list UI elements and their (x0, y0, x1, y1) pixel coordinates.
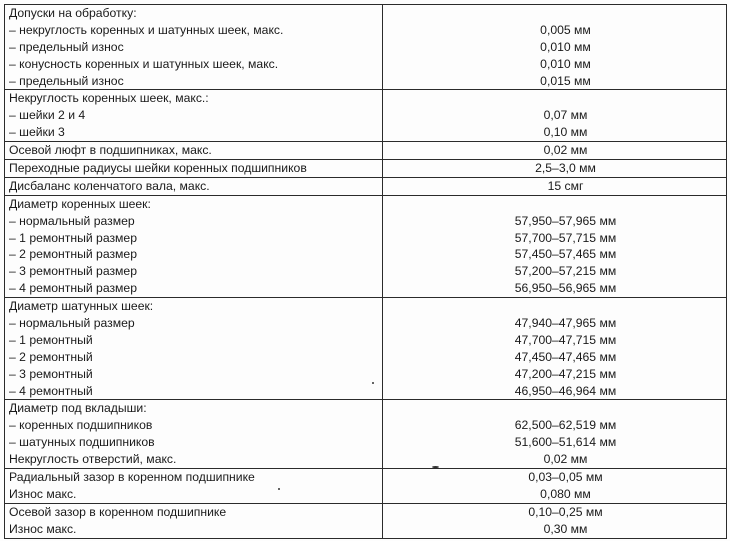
parameter-label: Диаметр под вкладыши: (9, 401, 147, 416)
parameter-label: Переходные радиусы шейки коренных подшипников (9, 161, 307, 176)
parameter-value (383, 5, 726, 22)
parameter-label: – 1 ремонтный размер (9, 230, 137, 245)
parameter-value: 0,015 мм (540, 73, 591, 88)
parameter-cell (5, 195, 383, 297)
parameter-label: – 2 ремонтный размер (9, 247, 137, 262)
table-row (5, 469, 727, 504)
value-cell (383, 400, 727, 469)
parameter-value: 0,02 мм (543, 452, 588, 467)
parameter-value: 0,010 мм (540, 39, 591, 54)
parameter-value (383, 90, 726, 107)
value-cell (383, 177, 727, 195)
parameter-label: – коренных подшипников (9, 418, 153, 433)
table-row (5, 5, 727, 90)
scan-speck (372, 382, 374, 384)
parameter-label: – шейки 3 (9, 125, 65, 140)
parameter-label: Износ макс. (9, 521, 77, 536)
table-body (5, 5, 727, 539)
value-cell (383, 195, 727, 297)
parameter-label: – предельный износ (9, 73, 124, 88)
parameter-value: 57,450–57,465 мм (514, 247, 617, 262)
scan-speck (278, 488, 280, 490)
parameter-label: Радиальный зазор в коренном подшипнике (9, 470, 255, 485)
parameter-label: – 1 ремонтный (9, 332, 93, 347)
parameter-label: – конусность коренных и шатунных шеек, макс. (9, 56, 279, 71)
parameter-label: – шейки 2 и 4 (9, 108, 86, 123)
parameter-label: Некруглость отверстий, макс. (9, 452, 177, 467)
parameter-cell (5, 160, 383, 178)
parameter-value: 0,10 мм (543, 125, 588, 140)
parameter-label: Диаметр коренных шеек: (9, 196, 151, 211)
parameter-label: – 4 ремонтный (9, 383, 93, 398)
parameter-value: 62,500–62,519 мм (514, 418, 617, 433)
parameter-value: 57,200–57,215 мм (514, 264, 617, 279)
parameter-value: 2,5–3,0 мм (535, 161, 596, 176)
table-row (5, 142, 727, 160)
parameter-cell (5, 90, 383, 142)
parameter-label: Дисбаланс коленчатого вала, макс. (9, 178, 210, 193)
parameter-value: 0,005 мм (540, 22, 591, 37)
value-cell (383, 298, 727, 400)
parameter-label: – шатунных подшипников (9, 435, 155, 450)
parameter-label: – 3 ремонтный (9, 366, 93, 381)
parameter-cell (5, 400, 383, 469)
value-cell (383, 160, 727, 178)
parameter-label: Осевой люфт в подшипниках, макс. (9, 143, 212, 158)
parameter-cell (5, 177, 383, 195)
parameter-label: Осевой зазор в коренном подшипнике (9, 504, 227, 519)
parameter-value: 0,080 мм (540, 486, 591, 501)
parameter-cell (5, 142, 383, 160)
parameter-value: 47,700–47,715 мм (514, 332, 617, 347)
parameter-value: 0,02 мм (543, 143, 588, 158)
parameter-label: Некруглость коренных шеек, макс.: (9, 91, 209, 106)
parameter-value: 0,10–0,25 мм (528, 504, 603, 519)
table-row (5, 160, 727, 178)
table-row (5, 90, 727, 142)
parameter-cell (5, 5, 383, 90)
parameter-label: – 4 ремонтный размер (9, 281, 137, 296)
parameter-label: – 3 ремонтный размер (9, 264, 137, 279)
parameter-value: 0,30 мм (543, 521, 588, 536)
parameter-value: 0,010 мм (540, 56, 591, 71)
parameter-value: 47,450–47,465 мм (514, 349, 617, 364)
table-row (5, 400, 727, 469)
parameter-value (383, 400, 726, 417)
parameter-value: 0,03–0,05 мм (528, 470, 603, 485)
parameter-value (383, 298, 726, 315)
table-row (5, 195, 727, 297)
parameter-label: – 2 ремонтный (9, 349, 93, 364)
parameter-value: 47,200–47,215 мм (514, 366, 617, 381)
parameter-value (383, 196, 726, 213)
value-cell (383, 142, 727, 160)
value-cell (383, 503, 727, 538)
parameter-label: – предельный износ (9, 39, 124, 54)
parameter-cell (5, 298, 383, 400)
parameter-value: 56,950–56,965 мм (514, 281, 617, 296)
parameter-label: Диаметр шатунных шеек: (9, 299, 154, 314)
value-cell (383, 5, 727, 90)
value-cell (383, 469, 727, 504)
value-cell (383, 90, 727, 142)
parameter-cell (5, 469, 383, 504)
parameter-label: – нормальный размер (9, 316, 135, 331)
tolerance-table (4, 4, 727, 539)
parameter-value: 51,600–51,614 мм (514, 435, 617, 450)
table-row (5, 503, 727, 538)
parameter-label: Допуски на обработку: (9, 6, 137, 20)
scan-speck (432, 466, 439, 468)
parameter-label: – некруглость коренных и шатунных шеек, макс. (9, 22, 284, 37)
table-row (5, 298, 727, 400)
parameter-value: 57,700–57,715 мм (514, 230, 617, 245)
parameter-label: – нормальный размер (9, 213, 135, 228)
parameter-value: 0,07 мм (543, 108, 588, 123)
parameter-value: 47,940–47,965 мм (514, 316, 617, 331)
parameter-value: 46,950–46,964 мм (514, 383, 617, 398)
table-row (5, 177, 727, 195)
parameter-label: Износ макс. (9, 486, 77, 501)
parameter-value: 15 смг (547, 178, 584, 193)
parameter-cell (5, 503, 383, 538)
parameter-value: 57,950–57,965 мм (514, 213, 617, 228)
